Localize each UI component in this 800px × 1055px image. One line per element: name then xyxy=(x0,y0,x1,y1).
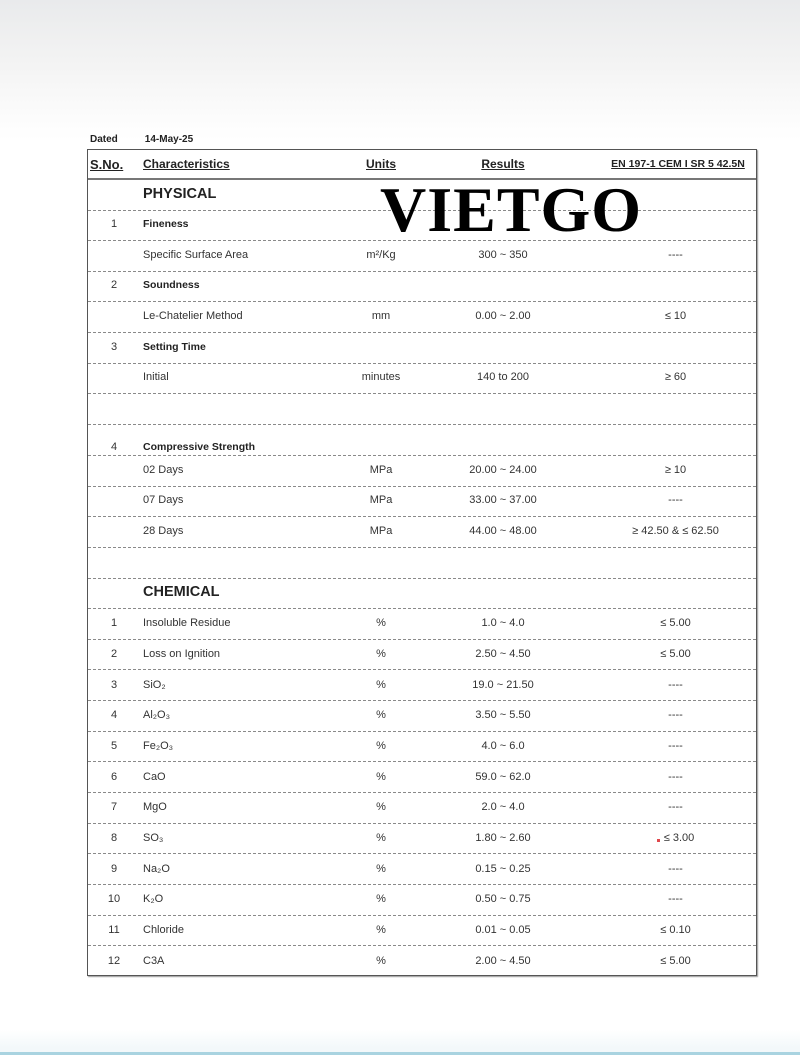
specification-table xyxy=(87,149,757,976)
row-standard: ≤ 5.00 xyxy=(660,617,691,630)
row-standard: ---- xyxy=(668,801,683,814)
table-row xyxy=(88,301,756,333)
row-standard: ---- xyxy=(668,770,683,783)
row-result: 0.01 ~ 0.05 xyxy=(475,924,531,937)
row-result: 2.50 ~ 4.50 xyxy=(475,647,531,660)
table-row xyxy=(88,424,756,456)
row-sno: 11 xyxy=(108,924,120,937)
row-result: 33.00 ~ 37.00 xyxy=(469,494,537,507)
row-standard: ---- xyxy=(668,740,683,752)
row-standard: ≤ 10 xyxy=(664,310,687,323)
row-sno: 2 xyxy=(110,647,118,660)
row-label: Fineness xyxy=(143,218,189,231)
row-unit: % xyxy=(376,647,386,660)
dated-value: 14-May-25 xyxy=(144,134,194,145)
section-title-physical: PHYSICAL xyxy=(143,186,217,203)
row-label: Fe₂O₃ xyxy=(143,740,174,752)
table-row xyxy=(88,639,756,671)
row-standard: ---- xyxy=(668,709,683,722)
row-standard: ---- xyxy=(668,862,683,875)
row-standard: ≥ 60 xyxy=(664,371,687,384)
row-unit: MPa xyxy=(369,464,393,477)
row-label: Le-Chatelier Method xyxy=(143,310,243,323)
row-sno: 4 xyxy=(110,440,118,453)
table-row xyxy=(88,362,756,394)
row-label: Insoluble Residue xyxy=(143,617,231,630)
row-unit: m²/Kg xyxy=(366,249,396,262)
row-label: CaO xyxy=(143,770,166,783)
table-row xyxy=(88,669,756,701)
row-standard: ≥ 42.50 & ≤ 62.50 xyxy=(632,525,719,538)
row-label: Loss on Ignition xyxy=(143,647,221,660)
row-sno: 6 xyxy=(110,770,118,783)
header-characteristics: Characteristics xyxy=(143,157,230,171)
row-sno: 3 xyxy=(110,678,118,691)
table-row xyxy=(88,485,756,517)
row-unit: % xyxy=(376,801,386,814)
row-unit: MPa xyxy=(369,494,393,507)
row-sno: 9 xyxy=(110,862,118,875)
row-label: Na₂O xyxy=(143,862,170,875)
blank-row xyxy=(88,547,756,579)
row-label: Initial xyxy=(143,371,169,384)
table-row xyxy=(88,608,756,640)
row-label: 07 Days xyxy=(143,494,184,507)
row-label: SO₃ xyxy=(143,832,164,845)
row-result: 2.00 ~ 4.50 xyxy=(475,954,531,967)
row-sno: 1 xyxy=(110,218,118,231)
row-label: Soundness xyxy=(143,279,200,292)
row-sno: 12 xyxy=(107,954,121,967)
row-unit: % xyxy=(376,678,386,691)
section-title-chemical: CHEMICAL xyxy=(143,584,220,601)
table-row xyxy=(88,700,756,732)
row-label: Al₂O₃ xyxy=(143,709,171,722)
row-sno: 10 xyxy=(107,893,121,906)
row-label: C3A xyxy=(143,954,165,967)
header-units: Units xyxy=(366,157,396,171)
row-unit: MPa xyxy=(369,525,393,538)
table-row xyxy=(88,332,756,364)
dated-label: Dated xyxy=(90,134,118,145)
row-unit: % xyxy=(376,709,386,722)
dated-line xyxy=(90,134,193,145)
row-label: 28 Days xyxy=(143,525,184,538)
row-unit: % xyxy=(376,770,386,783)
row-standard: ---- xyxy=(668,494,683,507)
table-row xyxy=(88,731,756,763)
table-row xyxy=(88,792,756,824)
row-standard: ≤ 0.10 xyxy=(660,924,691,937)
row-result: 59.0 ~ 62.0 xyxy=(475,770,531,783)
row-label: Setting Time xyxy=(143,341,206,354)
row-standard: ≥ 10 xyxy=(664,464,687,477)
row-standard-value: ≤ 3.00 xyxy=(663,832,695,845)
row-unit: % xyxy=(376,924,386,937)
row-unit: % xyxy=(376,832,386,845)
row-result: 20.00 ~ 24.00 xyxy=(469,464,537,477)
row-standard: ≤ 5.00 xyxy=(660,954,691,967)
table-row xyxy=(88,761,756,793)
row-sno: 8 xyxy=(110,832,118,845)
row-unit: minutes xyxy=(361,371,401,384)
table-row xyxy=(88,853,756,885)
row-result: 0.50 ~ 0.75 xyxy=(475,893,531,906)
row-result: 4.0 ~ 6.0 xyxy=(481,740,525,752)
row-unit: % xyxy=(376,740,386,752)
row-label: SiO₂ xyxy=(143,678,166,691)
row-standard: ≤ 5.00 xyxy=(660,647,691,660)
header-standard: EN 197-1 CEM I SR 5 42.5N xyxy=(611,158,745,170)
row-label: 02 Days xyxy=(143,464,184,477)
row-unit: mm xyxy=(371,310,391,323)
row-label: Chloride xyxy=(143,924,184,937)
header-sno: S.No. xyxy=(90,156,124,172)
blank-row xyxy=(88,393,756,425)
table-row xyxy=(88,270,756,302)
row-result: 19.0 ~ 21.50 xyxy=(472,678,534,691)
row-label: Compressive Strength xyxy=(143,440,256,453)
vietgo-watermark: VIETGO xyxy=(380,174,643,245)
row-label: K₂O xyxy=(143,893,164,906)
section-chemical-row xyxy=(88,577,756,609)
row-sno: 2 xyxy=(110,279,118,292)
header-results: Results xyxy=(481,157,525,171)
row-result: 44.00 ~ 48.00 xyxy=(469,525,537,538)
row-label: Specific Surface Area xyxy=(143,249,249,262)
row-result: 3.50 ~ 5.50 xyxy=(475,709,531,722)
table-row xyxy=(88,516,756,548)
row-sno: 4 xyxy=(110,709,118,722)
row-unit: % xyxy=(376,954,386,967)
row-standard: ---- xyxy=(668,249,683,262)
row-result: 0.15 ~ 0.25 xyxy=(475,862,531,875)
row-result: 140 to 200 xyxy=(477,371,529,384)
row-result: 300 ~ 350 xyxy=(478,249,528,262)
row-label: MgO xyxy=(143,801,167,814)
row-standard: ---- xyxy=(668,678,683,691)
row-result: 1.80 ~ 2.60 xyxy=(475,832,531,845)
row-standard xyxy=(588,823,763,854)
row-standard: ---- xyxy=(668,893,683,906)
row-sno: 1 xyxy=(110,617,118,630)
table-row xyxy=(88,945,756,976)
row-unit: % xyxy=(376,862,386,875)
row-unit: % xyxy=(376,893,386,906)
row-sno: 7 xyxy=(110,801,118,814)
red-mark-icon xyxy=(657,839,660,842)
row-result: 0.00 ~ 2.00 xyxy=(475,310,531,323)
row-sno: 5 xyxy=(110,740,118,752)
table-row xyxy=(88,884,756,916)
table-row xyxy=(88,455,756,487)
row-sno: 3 xyxy=(110,341,118,354)
row-result: 2.0 ~ 4.0 xyxy=(481,801,525,814)
row-unit: % xyxy=(376,617,386,630)
row-result: 1.0 ~ 4.0 xyxy=(481,617,525,630)
table-row xyxy=(88,915,756,947)
table-row xyxy=(88,823,756,855)
